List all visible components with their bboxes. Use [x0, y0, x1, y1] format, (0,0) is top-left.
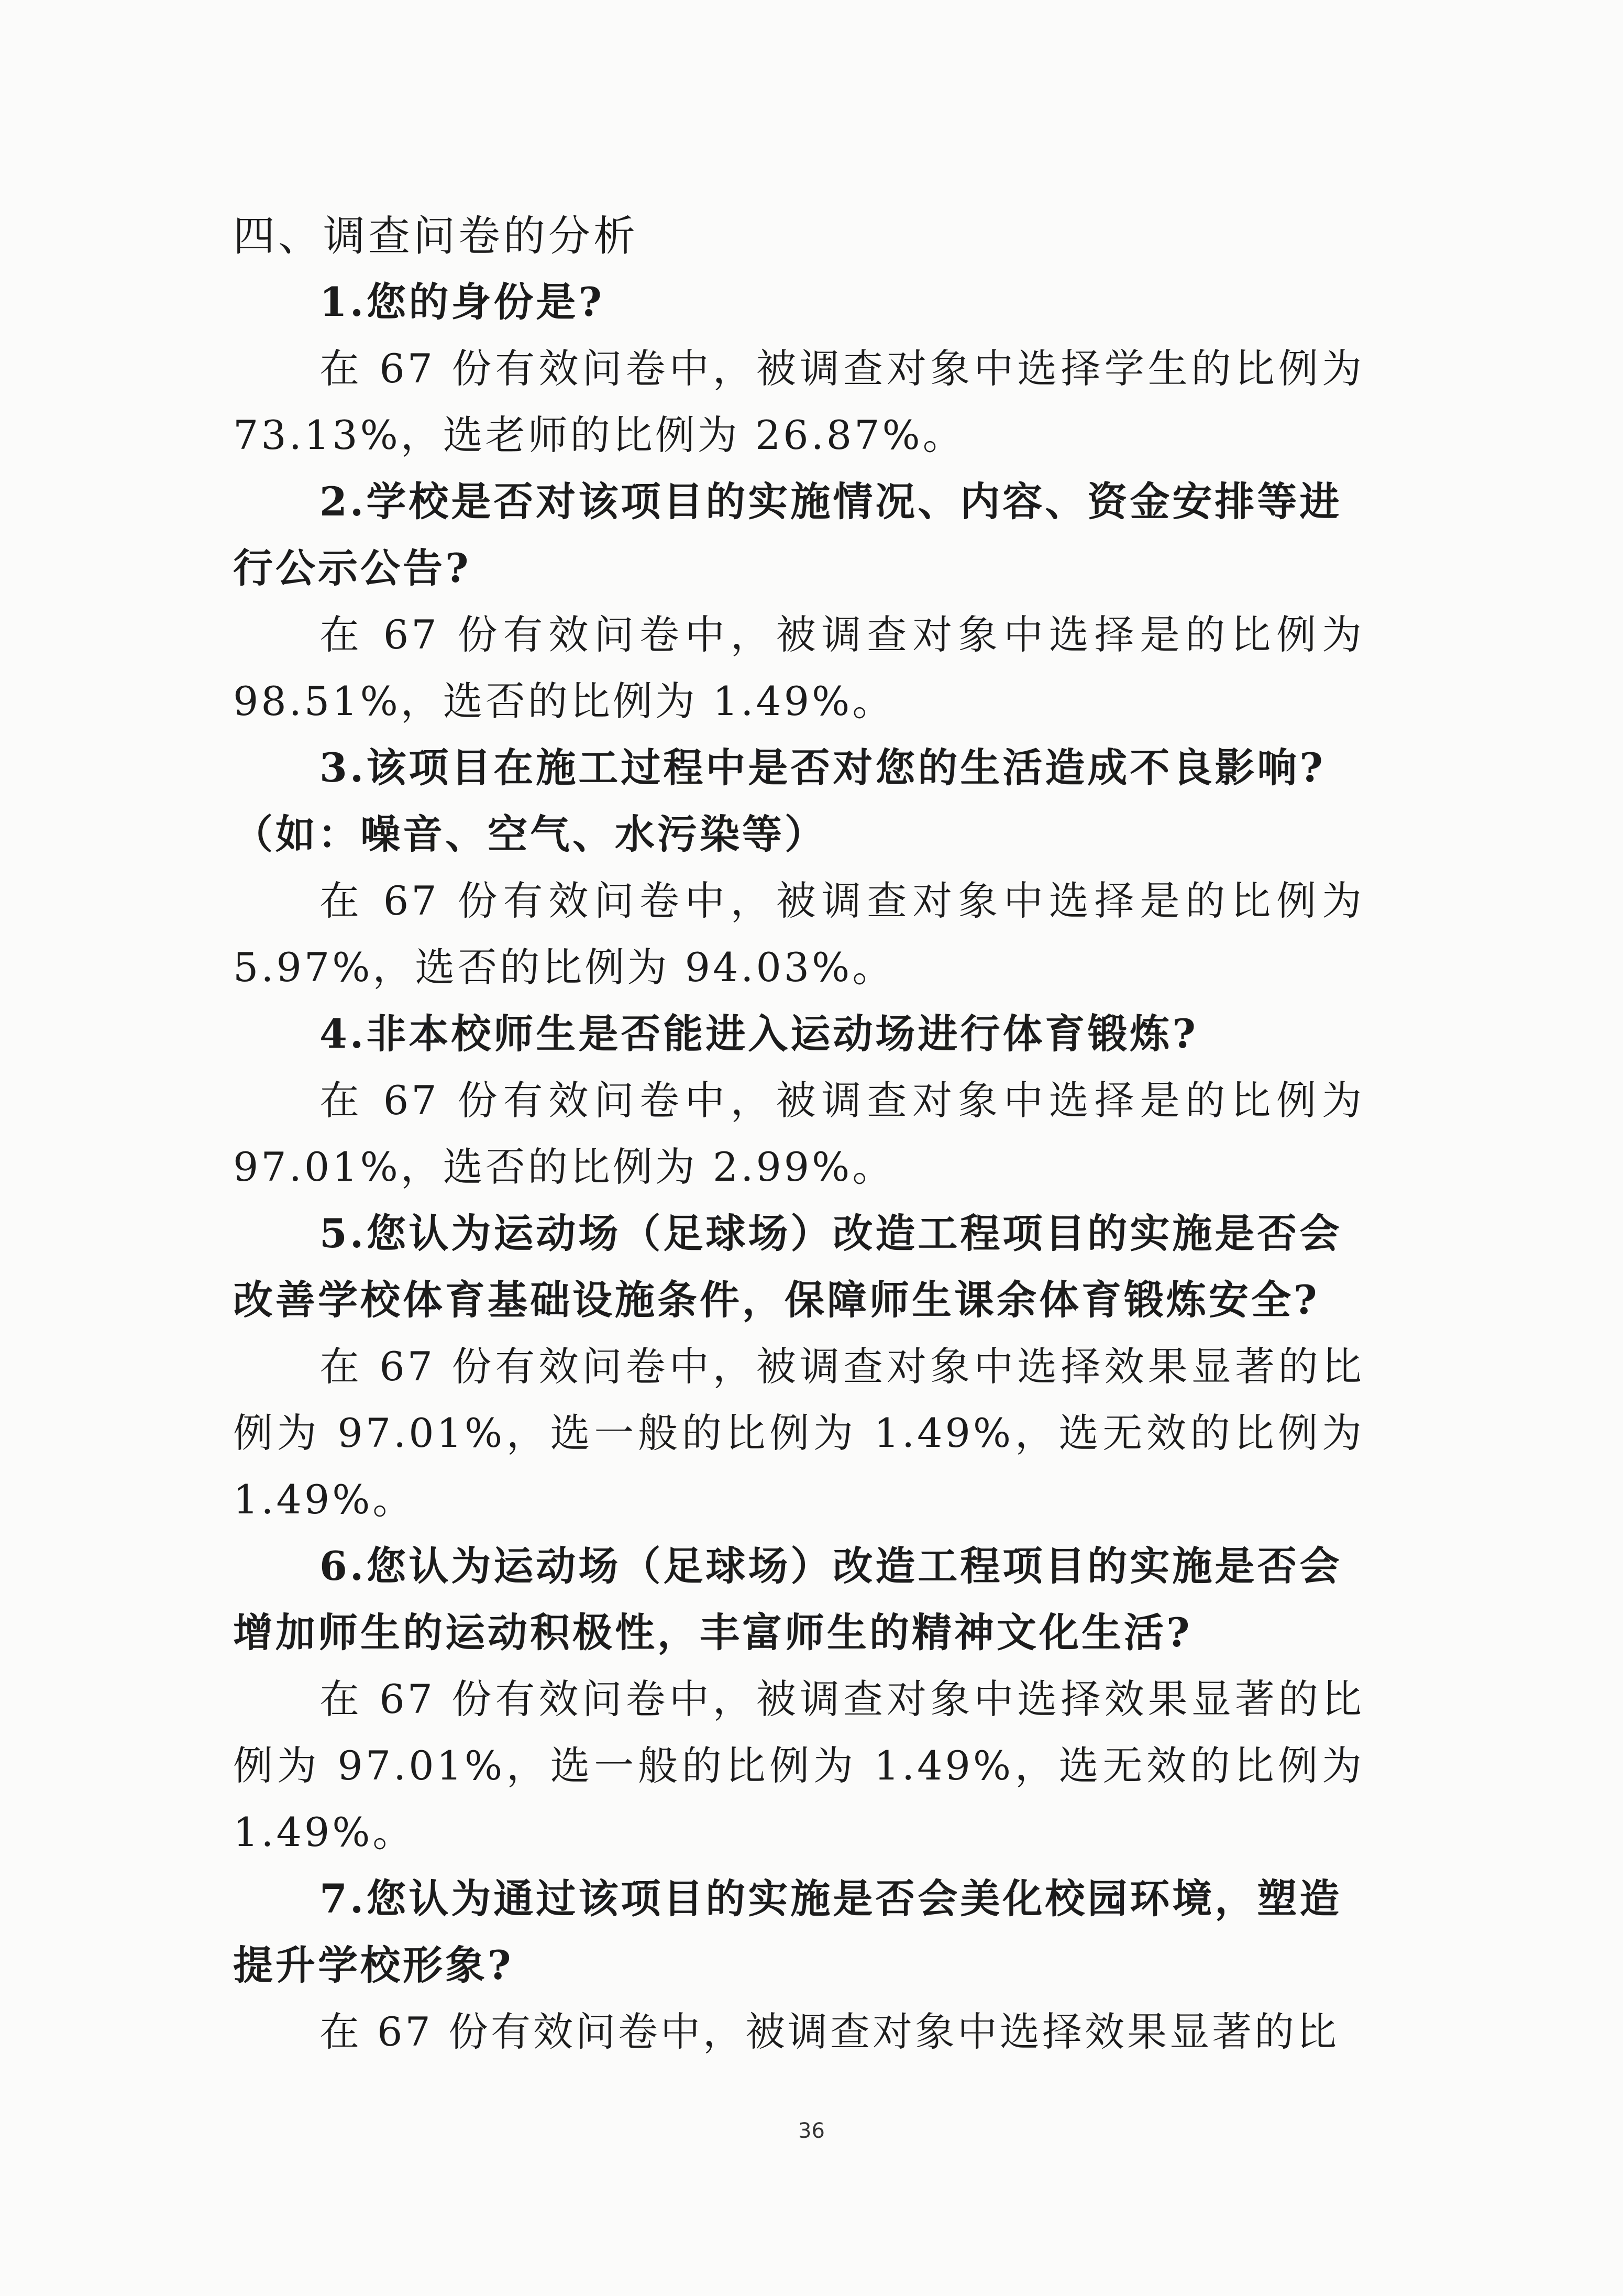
- answer-3: 在 67 份有效问卷中，被调查对象中选择是的比例为 5.97%，选否的比例为 94.03%。: [233, 877, 1364, 991]
- answer-4: 在 67 份有效问卷中，被调查对象中选择是的比例为 97.01%，选否的比例为 2.99%。: [233, 1077, 1364, 1190]
- question-6: 6.您认为运动场（足球场）改造工程项目的实施是否会增加师生的运动积极性，丰富师生的精神文化生活?: [233, 1543, 1342, 1656]
- answer-6: 在 67 份有效问卷中，被调查对象中选择效果显著的比例为 97.01%，选一般的比例为 1.49%，选无效的比例为 1.49%。: [233, 1676, 1364, 1855]
- survey-item-4: [233, 1001, 1364, 1200]
- question-5: 5.您认为运动场（足球场）改造工程项目的实施是否会改善学校体育基础设施条件，保障师生课余体育锻炼安全?: [233, 1210, 1342, 1323]
- question-2: 2.学校是否对该项目的实施情况、内容、资金安排等进行公示公告?: [233, 478, 1342, 591]
- answer-7: 在 67 份有效问卷中，被调查对象中选择效果显著的比: [319, 2008, 1340, 2055]
- survey-item-6: [233, 1533, 1364, 1865]
- question-7: 7.您认为通过该项目的实施是否会美化校园环境，塑造提升学校形象?: [233, 1875, 1342, 1989]
- answer-1: 在 67 份有效问卷中，被调查对象中选择学生的比例为 73.13%，选老师的比例为 26.87%。: [233, 345, 1364, 458]
- survey-item-2: [233, 468, 1364, 734]
- survey-item-7: [233, 1865, 1364, 2065]
- question-4: 4.非本校师生是否能进入运动场进行体育锻炼?: [319, 1010, 1198, 1057]
- answer-5: 在 67 份有效问卷中，被调查对象中选择效果显著的比例为 97.01%，选一般的比例为 1.49%，选无效的比例为 1.49%。: [233, 1343, 1364, 1523]
- survey-item-3: [233, 734, 1364, 1001]
- section-title: 四、调查问卷的分析: [233, 212, 638, 260]
- question-3: 3.该项目在施工过程中是否对您的生活造成不良影响?（如：噪音、空气、水污染等）: [233, 744, 1326, 858]
- answer-2: 在 67 份有效问卷中，被调查对象中选择是的比例为 98.51%，选否的比例为 1.49%。: [233, 611, 1364, 724]
- question-1: 1.您的身份是?: [319, 279, 604, 325]
- survey-item-5: [233, 1200, 1364, 1533]
- page-content: [233, 203, 1364, 2065]
- survey-item-1: [233, 269, 1364, 468]
- page-number: 36: [798, 2119, 825, 2143]
